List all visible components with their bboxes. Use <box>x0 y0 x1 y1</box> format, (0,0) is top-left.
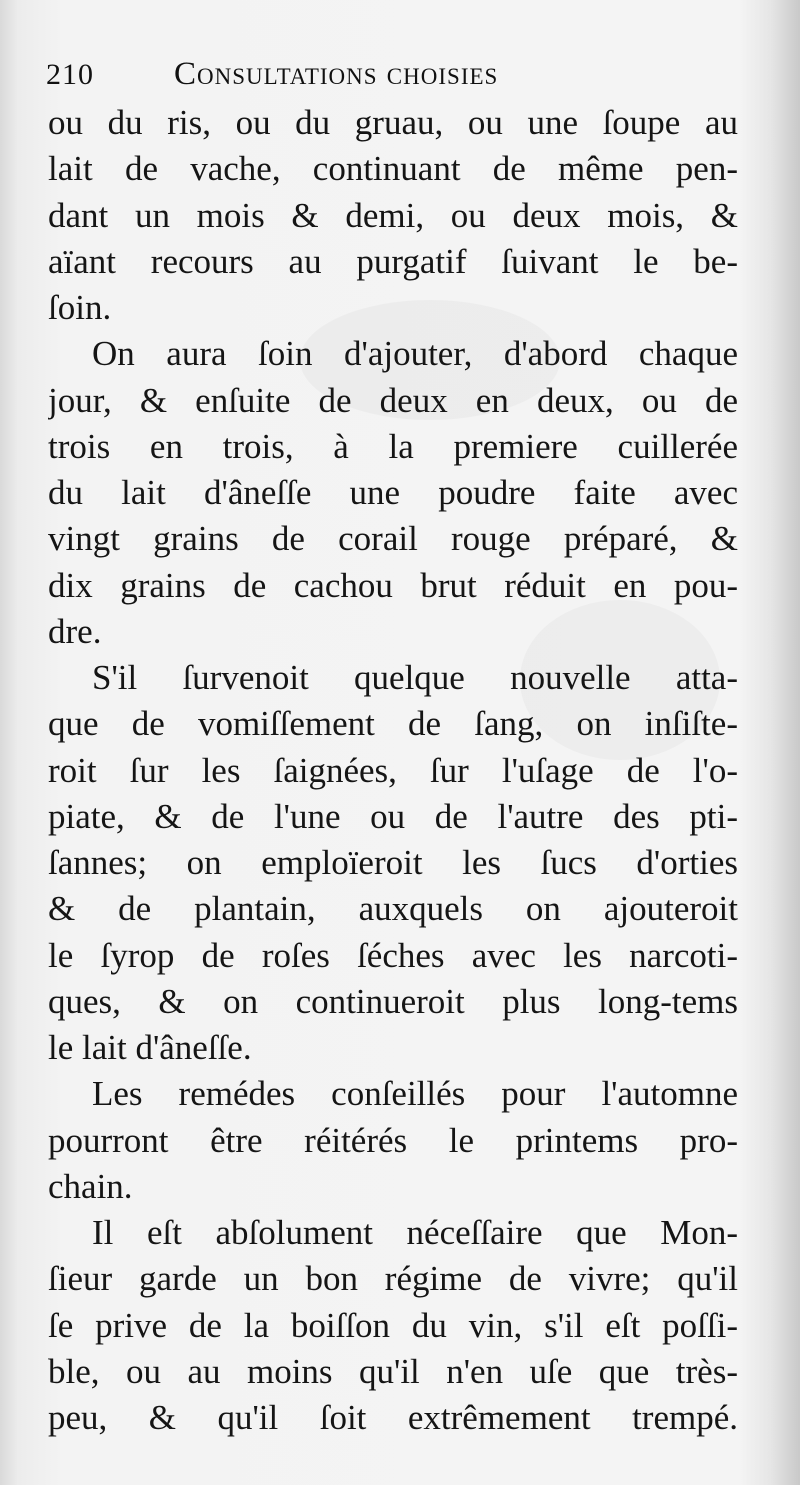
text-line: S'il ſurvenoit quelque nouvelle atta- <box>92 658 738 697</box>
text-line: vingt grains de corail rouge préparé, & <box>48 519 738 559</box>
page-header <box>46 52 746 102</box>
text-line: Il eſt abſolument néceſſaire que Mon- <box>92 1213 738 1252</box>
text-line: le lait d'âneſſe. <box>48 1028 252 1067</box>
text-line: du lait d'âneſſe une poudre faite avec <box>48 473 738 512</box>
text-line: ſoin. <box>48 288 112 327</box>
text-line: dre. <box>48 611 102 651</box>
text-line: piate, & de l'une ou de l'autre des pti- <box>48 796 738 836</box>
text-line: & de plantain, auxquels on ajouteroit <box>48 889 738 929</box>
text-line: ſieur garde un bon régime de vivre; qu'il <box>48 1259 738 1299</box>
page-number: 210 <box>46 58 94 91</box>
text-line: que de vomiſſement de ſang, on inſiſte- <box>48 704 738 744</box>
text-line: dix grains de cachou brut réduit en pou- <box>48 565 738 605</box>
text-line: ou du ris, ou du gruau, ou une ſoupe au <box>48 103 738 142</box>
text-line: aïant recours au purgatif ſuivant le be- <box>48 241 738 281</box>
text-line: le ſyrop de roſes ſéches avec les narcoti- <box>48 935 738 975</box>
text-line: pourront être réitérés le printems pro- <box>48 1120 738 1160</box>
body-text <box>48 100 738 1441</box>
text-line: ble, ou au moins qu'il n'en uſe que très- <box>48 1351 738 1391</box>
text-line: ſe prive de la boiſſon du vin, s'il eſt poſſi- <box>48 1305 738 1345</box>
text-line: chain. <box>48 1166 133 1206</box>
text-line: lait de vache, continuant de même pen- <box>48 149 738 189</box>
running-head: Consultations choisies <box>174 56 499 92</box>
text-line: roit ſur les ſaignées, ſur l'uſage de l'o- <box>48 750 738 790</box>
text-line: On aura ſoin d'ajouter, d'abord chaque <box>92 334 738 374</box>
text-line: dant un mois & demi, ou deux mois, & <box>48 195 738 235</box>
text-line: ques, & on continueroit plus long-tems <box>48 981 738 1021</box>
text-line: jour, & enſuite de deux en deux, ou de <box>48 380 738 420</box>
text-line: peu, & qu'il ſoit extrêmement trempé. <box>48 1398 738 1437</box>
text-line: trois en trois, à la premiere cuillerée <box>48 426 738 466</box>
text-line: Les remédes conſeillés pour l'automne <box>92 1074 738 1114</box>
text-line: ſannes; on emploïeroit les ſucs d'orties <box>48 843 738 882</box>
